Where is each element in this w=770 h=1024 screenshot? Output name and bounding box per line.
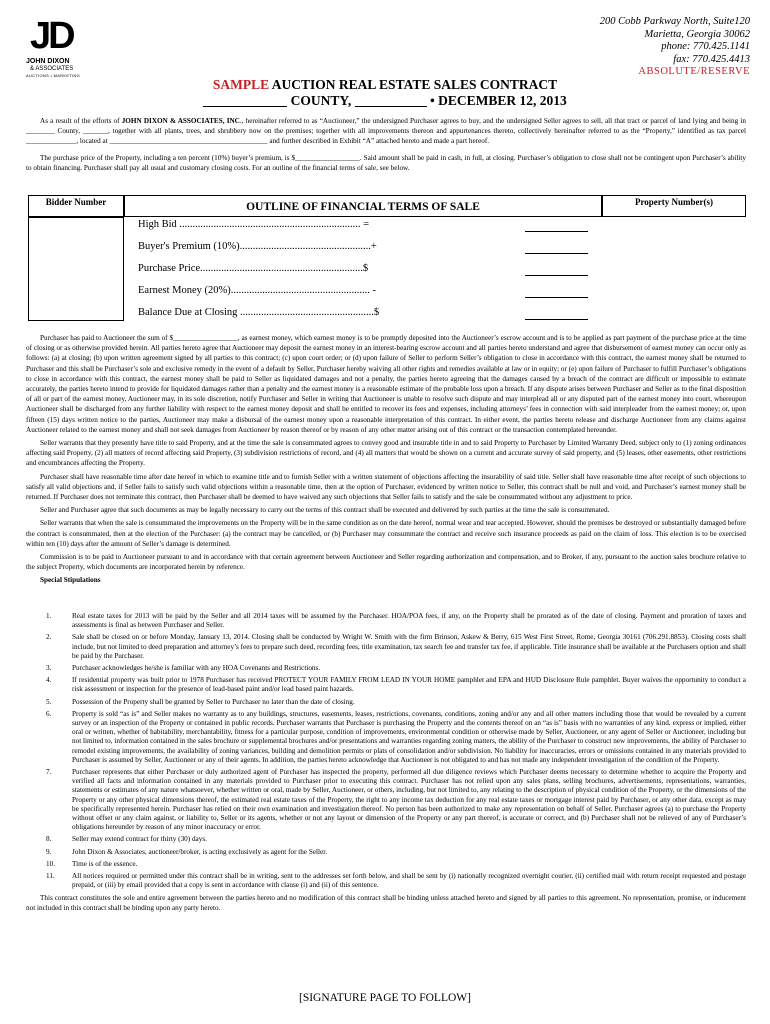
- condition-paragraph: Seller warrants that when the sale is consummated the improvements on the Property will be in the same condition as on the date hereof, normal wear and tear accepted. However, should the premises be destroyed or substantially damaged before the contract is consummated, then at the election of the Purchaser: (a) the contract may be cancelled, or (b) Purchaser may consummate the contract and receive such insurance proceeds as paid on the claim of loss. This election is to be exercised within ten (10) days after the amount of Seller’s damage is determined.: [26, 519, 746, 548]
- terms-header: OUTLINE OF FINANCIAL TERMS OF SALE: [124, 195, 602, 217]
- intro-paragraph-2: The purchase price of the Property, including a ten percent (10%) buyer’s premium, is $__________________. Said amount shall be paid in cash, in full, at closing. Purchaser’s obligation to close shall not be contingent upon Purchaser’s ability to obtain financing. Purchaser shall pay all usual and customary closing costs. For an outline of the financial terms of sale, see below.: [26, 153, 746, 172]
- stipulation-item: 4. If residential property was built prior to 1978 Purchaser has received PROTECT YOUR FAMILY FROM LEAD IN YOUR HOME pamphlet and EPA and HUD Disclosure Rule pamphlet. Buyer waives the opportunity to conduct a risk assessment or inspection for the presence of lead-based paint and/or lead based paint hazards.: [46, 676, 746, 694]
- address-line1: 200 Cobb Parkway North, Suite120: [599, 16, 750, 27]
- company-address: [600, 16, 750, 79]
- stipulation-item: 11. All notices required or permitted under this contract shall be in writing, sent to the addresses set forth below, and shall be sent by (i) nationally recognized overnight courier, (ii) certified mail with return receipt requested and postage prepaid, or (iii) by email provided that a copy is sent in accordance with clause (i) and (ii) of this sentence.: [46, 872, 746, 890]
- earnest-money-paragraph: Purchaser has paid to Auctioneer the sum of $__________________, as earnest money, which earnest money is to be promptly deposited into the Auctioneer’s escrow account and is to be applied as part payment of the purchase price at the time of closing or as otherwise provided herein. All parties hereto agree that Auctioneer may deposit the earnest money in an interest-bearing escrow account and all parties hereto understand and agree that disbursement of earnest money can occur only as follows: (a) at closing; (b) upon written agreement signed by all parties to this contract; (c) upon court order; or (d) upon failure of Seller to perform Seller’s obligation to close in accordance with this contract, the earnest money shall be returned to Purchaser and this shall be Purchaser’s sole and exclusive remedy in the event of a default by Seller, Purchaser hereby waiving all other rights and remedies available at law or in equity; or (e) upon failure of Purchaser to fulfill Purchaser’s obligations to close in accordance with this contract, the earnest money shall be paid to Seller as liquidated damages and not a penalty, the parties hereto agreeing that the damages caused by a breach of the contract are difficult or impossible to estimate accurately, the parties hereto intend to provide for liquidated damages rather than a penalty and the earnest money is a reasonable estimate of the probable loss upon a breach. If any dispute arises between Purchaser and Seller as to the final disposition of all or part of the earnest money, Auctioneer may, in its sole discretion, notify Purchaser and Seller in writing that Auctioneer is unable to resolve such dispute and may interplead all or any disputed part of the earnest money into court, whereupon Auctioneer shall be discharged from any further liability with respect to the earnest money deposit and shall be entitled to recover its fees and expenses, including attorneys’ fees in connection with said interpleader from the earnest money; or, upon fifteen (15) days written notice to the parties, Auctioneer may make a disbursal of the earnest money upon a reasonable interpretation of this contract. In either event, the parties hereto release and discharge Auctioneer from any claims against Auctioneer related to the earnest money and shall not seek damages from Auctioneer by reason thereof or by reason of any other matter arising out of this contract or the transaction contemplated hereunder.: [26, 334, 746, 434]
- stipulation-item: 8. Seller may extend contract for thirty (30) days.: [46, 835, 207, 844]
- title-line1: AUCTION REAL ESTATE SALES CONTRACT: [269, 77, 558, 92]
- title-sample: SAMPLE: [212, 77, 270, 92]
- signature-page-notice: [SIGNATURE PAGE TO FOLLOW]: [299, 992, 471, 1004]
- title-date: • DECEMBER 12, 2013: [430, 93, 567, 108]
- stipulation-item: 3. Purchaser acknowledges he/she is familiar with any HOA Covenants and Restrictions.: [46, 664, 321, 673]
- term-blank-high-bid[interactable]: [525, 231, 588, 232]
- stipulation-item: 10. Time is of the essence.: [46, 859, 138, 868]
- title-objections-paragraph: Purchaser shall have reasonable time after date hereof in which to examine title and to furnish Seller with a written statement of objections affecting the insurability of said title. Seller shall have reasonable time after receipt of such objections to satisfy all valid objections and, if Seller fails to satisfy such valid objections within a reasonable time, then at the option of Purchaser, evidenced by written notice to Seller, this contract shall be null and void, and Purchaser’s earnest money shall be returned. If Purchaser does not terminate this contract, then Purchaser shall be deemed to have waived any such objections that Seller fails to satisfy and the sale be consummated without any adjustment to price.: [26, 472, 746, 502]
- contract-title: [0, 77, 770, 109]
- logo-tagline: AUCTIONS • MARKETING: [26, 73, 81, 78]
- term-blank-price[interactable]: [525, 275, 588, 276]
- auction-type: ABSOLUTE/RESERVE: [638, 66, 750, 77]
- county-blank: [203, 94, 287, 107]
- stipulations-heading: Special Stipulations: [40, 576, 101, 585]
- bidder-number-box[interactable]: [28, 217, 124, 321]
- company-logo: [26, 16, 96, 80]
- term-row-high-bid: High Bid ..................................................................... =: [138, 219, 370, 230]
- stipulation-item: 5. Possession of the Property shall be granted by Seller to Purchaser no later than the date of closing.: [46, 697, 355, 706]
- term-row-price: Purchase Price..............................................................$: [138, 263, 369, 274]
- financial-terms-table: [28, 195, 746, 323]
- documents-paragraph: Seller and Purchaser agree that such documents as may be legally necessary to carry out the terms of this contract shall be executed and delivered by such parties at the time the sale is consummated.: [40, 506, 610, 515]
- term-blank-earnest[interactable]: [525, 297, 588, 298]
- term-row-balance: Balance Due at Closing ...................................................$: [138, 307, 380, 318]
- term-row-earnest: Earnest Money (20%)..................................................... -: [138, 285, 376, 296]
- stipulation-item: 7. Purchaser represents that either Purchaser or duly authorized agent of Purchaser has inspected the property, performed all due diligence reviews which Purchaser deems necessary to determine whether to acquire the Property and verified all facts and information contained in any materials provided to Purchaser prior to executing this contract. Purchaser has not relied upon any sales plans, selling brochures, advertisements, representations, warranties, statements or estimates of any nature whatsoever, whether written or oral, made by Seller, Auctioneer, or others, including, but not limited to, any relating to the description of physical condition of the Property, or the dimensions of the Property or any other physical dimensions thereof, the estimated real estate taxes of the Property, the right to any income tax deduction for any real estate taxes or mortgage interest paid by Purchaser, or any other data, except as may be specifically represented herein. Purchaser has relied on their own examination and investigation thereof. No person has been authorized to make any representation on behalf of Seller. Purchaser agrees (a) to purchase the Property without offset or any claim against, or liability to, Seller or its agents, whether or not any layout or dimension of the Property or any part thereof, is accurate or correct, and (b) Purchaser shall not be relieved of any of Purchaser’s obligations hereunder by reason of any minor inaccuracy or error.: [46, 768, 746, 832]
- stipulation-item: 2. Sale shall be closed on or before Monday, January 13, 2014. Closing shall be conducted by Wright W. Smith with the firm Brinson, Askew & Berry, 615 West First Street, Rome, Georgia 30161 (706.291.8853). Closing costs shall include, but not limited to deed preparation and attorney’s fees to prepare such deed, recording fees, title examination, tax search fee and transfer tax fee, if applicable. Title insurance shall be available at the Purchasers option and shall be paid by the Purchaser.: [46, 633, 746, 660]
- stipulation-item: 6. Property is sold “as is” and Seller makes no warranty as to any buildings, structures, easements, leases, restrictions, covenants, conditions, zoning and/or any and all other matters including those that would be revealed by a current survey or an inspection of the Property or contained in public records. Purchaser warrants that Purchaser is purchasing the Property and the contents thereof on an “as is” basis with no warranties of any kind, express or implied, either oral or written, whether of habitability, merchantability, fitness for a particular purpose, condition of improvements, environmental condition or otherwise made by Seller, Auctioneer, or any agent of Seller or Auctioneer, including but not limited to, information contained in the sales brochure or supplemental brochures and/or presentations and warranties regarding zoning matters, the ability of the Purchaser to construct new improvements, the ability of Purchaser to remodel existing improvements, the availability of zoning variances, building and demolition permits or plats of consolidation and/or subdivision. No liability for inaccuracies, errors or omissions contained in any materials provided to Purchaser is assumed by Seller, Auctioneer or any of their agents. In addition, the parties hereto acknowledge that Auctioneer is not obligated to and has not made any independent investigation of the condition of the Property.: [46, 709, 746, 764]
- address-line2: Marietta, Georgia 30062: [644, 28, 750, 40]
- stipulation-item: 1. Real estate taxes for 2013 will be paid by the Seller and all 2014 taxes will be assumed by the Purchaser. HOA/POA fees, if any, on the Property shall be prorated as of the date of closing. Payment and proration of taxes and assessments is final as between Purchaser and Seller.: [46, 612, 746, 630]
- term-blank-premium[interactable]: [525, 253, 588, 254]
- address-phone: phone: 770.425.1141: [661, 41, 750, 52]
- logo-mark: JD: [30, 15, 73, 57]
- state-blank: [355, 94, 427, 107]
- commission-paragraph: Commission is to be paid to Auctioneer pursuant to and in accordance with that certain agreement between Auctioneer and Seller regarding authorization and compensation, and to Broker, if any, pursuant to the auction sales brochure relative to the subject Property, which documents are incorporated herein by reference.: [26, 553, 746, 572]
- logo-name: JOHN DIXON: [26, 58, 70, 65]
- stipulations-list: [26, 612, 746, 913]
- term-blank-balance[interactable]: [525, 319, 588, 320]
- bidder-number-header: Bidder Number: [28, 195, 124, 217]
- address-fax: fax: 770.425.4413: [673, 53, 750, 65]
- term-row-premium: Buyer's Premium (10%)..................................................+: [138, 241, 377, 252]
- property-number-header: Property Number(s): [602, 195, 746, 217]
- entire-agreement-paragraph: This contract constitutes the sole and entire agreement between the parties hereto and no modification of this contract shall be binding unless attached hereto and signed by all parties to this agreement. No representation, promise, or inducement not included in this contract shall be binding upon any party hereto.: [26, 894, 746, 912]
- intro-section: [26, 116, 746, 176]
- intro-paragraph-1: As a result of the efforts of JOHN DIXON & ASSOCIATES, INC., hereinafter referred to as “Auctioneer,” the undersigned Purchaser agrees to buy, and the undersigned Seller agrees to sell, all that tract or parcel of land lying and being in ________ County, _______, together with all plants, trees, and shrubbery now on the premises; together with all improvements thereon and appurtenances thereto, collectively hereinafter referred to as the “Property,” identified as tax parcel ______________, located at ____________________________________________ and further described in Exhibit “A” attached hereto and made a part hereof.: [26, 117, 747, 146]
- title-county: COUNTY,: [290, 93, 352, 108]
- stipulation-item: 9. John Dixon & Associates, auctioneer/broker, is acting exclusively as agent for the Seller.: [46, 847, 327, 856]
- body-section: [26, 333, 746, 589]
- logo-sub: & ASSOCIATES: [30, 66, 74, 72]
- title-warranty-paragraph: Seller warrants that they presently have title to said Property, and at the time the sale is consummated agrees to convey good and insurable title in and to said Property to Purchaser by Limited Warranty Deed, subject only to (1) zoning ordinances affecting said Property, (2) all matters of record affecting said Property, (3) subdivision restrictions of record, and (4) all matters that would be shown on a current and accurate survey of said property, and (5) leases, other easements, other restrictions and encumbrances affecting the Property.: [26, 439, 746, 468]
